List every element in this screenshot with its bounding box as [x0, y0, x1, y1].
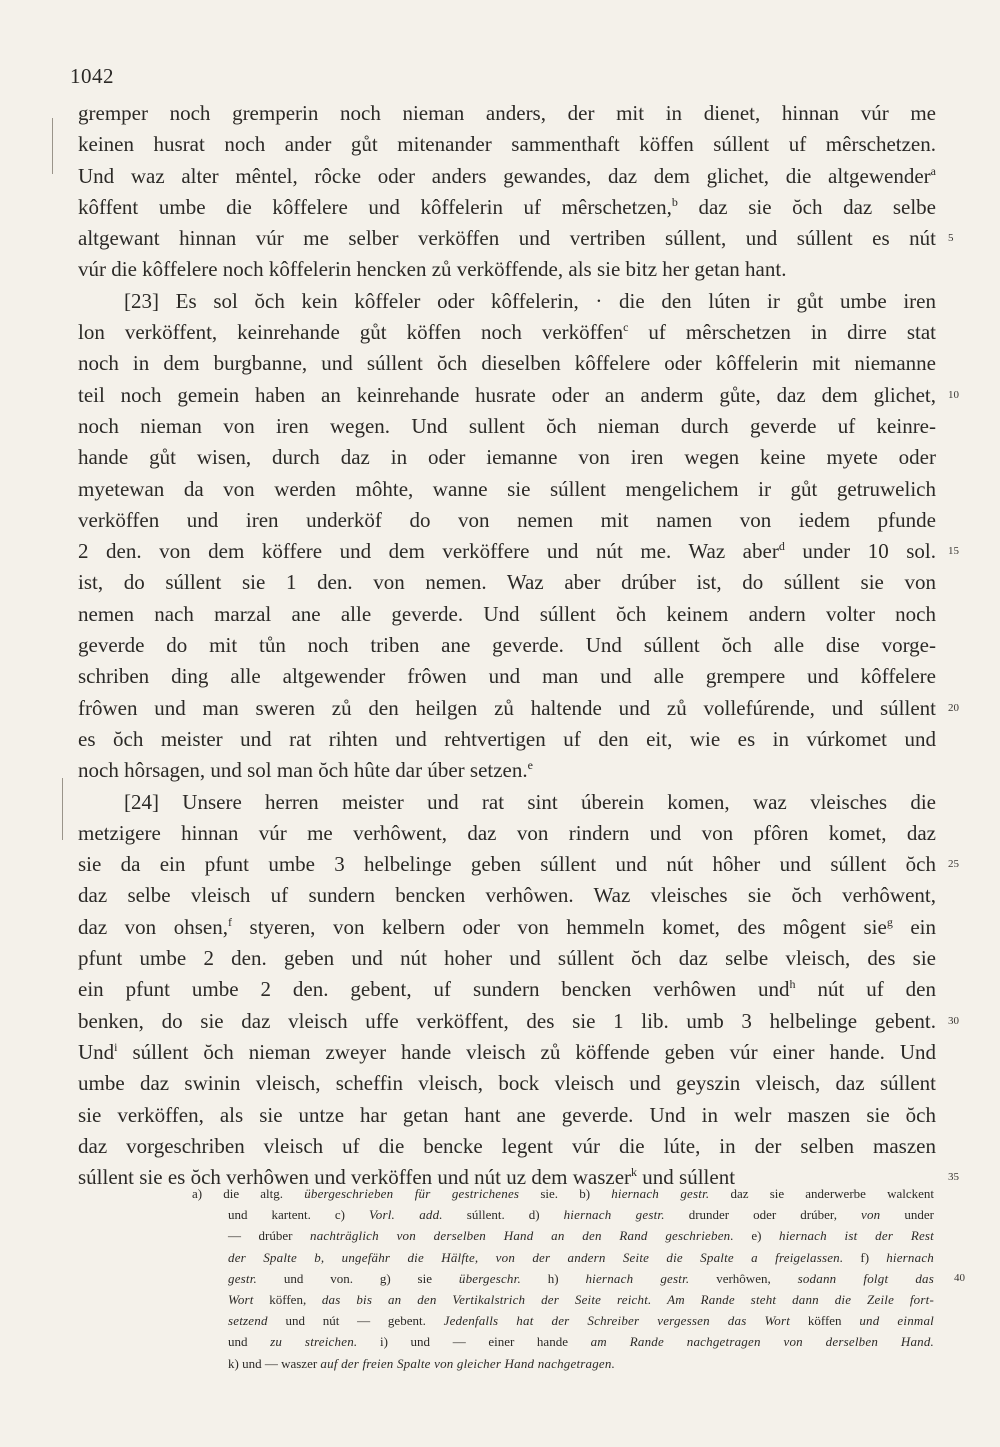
line-text: daz selbe vleisch uf sundern bencken verhôwen. Waz vleisches sie ŏch verhôwent,: [78, 883, 936, 908]
footnote-italic: der Spalte b, ungefähr die Hälfte, von der andern Seite die Spalte a freigelassen.: [228, 1249, 844, 1265]
line-number: 20: [948, 701, 959, 714]
footnote-ref: g: [886, 914, 893, 929]
line-text: ist, do súllent sie 1 den. von nemen. Waz aber drúber ist, do súllent sie von: [78, 570, 936, 595]
text-line: [78, 192, 936, 223]
footnote-ref: b: [671, 194, 678, 209]
text-line: [78, 1100, 936, 1131]
footnote-italic: hiernach gestr.: [611, 1186, 710, 1201]
text-line: [78, 348, 936, 379]
line-text: lon verköffent, keinrehande gůt köffen noch verköffen: [78, 320, 624, 345]
text-line: [78, 599, 936, 630]
footnote-text: verhôwen,: [689, 1270, 798, 1286]
line-text: daz sie ŏch daz selbe: [677, 194, 936, 219]
text-line: [78, 661, 936, 692]
footnote-italic: Vorl. add.: [369, 1207, 443, 1223]
text-line: [78, 787, 936, 818]
footnote-text: — drúber: [228, 1228, 310, 1244]
footnote-text: und von. g) sie: [257, 1270, 459, 1286]
text-line: [78, 567, 936, 598]
footnote-italic: setzend: [228, 1313, 268, 1329]
text-line: [78, 98, 936, 129]
text-line: [78, 880, 936, 911]
line-text: gremper noch gremperin noch nieman anders, der mit in dienet, hinnan vúr me: [78, 101, 936, 125]
footnote-ref: h: [789, 977, 796, 992]
line-text: benken, do sie daz vleisch uffe verköffent, des sie 1 lib. umb 3 helbelinge gebent.: [78, 1008, 936, 1033]
footnote-line: [228, 1289, 934, 1310]
line-text: noch nieman von iren wegen. Und sullent ŏch nieman durch geverde uf keinre-: [78, 413, 936, 438]
body-text: [78, 98, 959, 1193]
line-text: under 10 sol.: [784, 539, 936, 564]
text-line: [78, 505, 936, 536]
line-text: [23] Es sol ŏch kein kôffeler oder kôffelerin, · die den lúten ir gůt umbe iren: [124, 288, 936, 313]
line-text: umbe daz swinin vleisch, scheffin vleisch, bock vleisch und geyszin vleisch, daz súllent: [78, 1071, 936, 1096]
text-line: [78, 755, 936, 786]
footnote-text: under: [880, 1207, 935, 1223]
margin-mark: [52, 118, 53, 174]
line-text: Und: [78, 1039, 115, 1064]
text-line: [78, 161, 936, 192]
footnote-italic: das bis an den Vertikalstrich der Seite reicht. Am Rande steht dann die Zeile fort-: [321, 1291, 934, 1307]
footnote-ref: i: [114, 1039, 118, 1054]
footnote-italic: nachträglich von derselben Hand an den Rand geschrieben.: [310, 1228, 734, 1244]
text-line: [78, 630, 936, 661]
line-text: es ŏch meister und rat rihten und rehtvertigen uf den eit, wie es in vúrkomet und: [78, 726, 936, 751]
line-text: [24] Unsere herren meister und rat sint úberein komen, waz vleisches die: [124, 789, 936, 814]
line-text: pfunt umbe 2 den. geben und nút hoher und súllent ŏch daz selbe vleisch, des sie: [78, 946, 936, 971]
footnote-ref: a: [930, 163, 936, 178]
footnote-line: [228, 1310, 934, 1331]
line-text: sie da ein pfunt umbe 3 helbelinge geben súllent und nút hôher und súllent ŏch: [78, 852, 936, 877]
line-text: Und waz alter mêntel, rôcke oder anders gewandes, daz dem glichet, die altgewender: [78, 163, 931, 188]
text-line: [78, 818, 936, 849]
footnote-ref: d: [778, 539, 785, 554]
footnote-italic: hiernach gestr.: [563, 1207, 665, 1223]
footnote-text: köffen: [790, 1313, 860, 1329]
footnote-text: f): [843, 1249, 887, 1265]
text-line: [78, 536, 959, 567]
footnote-italic: am Rande nachgetragen von derselben Hand.: [590, 1334, 934, 1350]
footnote-italic: übergeschr.: [458, 1270, 521, 1286]
line-text: und súllent: [637, 1165, 736, 1190]
footnote-line: [228, 1247, 934, 1268]
footnote-line: [228, 1331, 934, 1352]
footnote-text: sie. b): [519, 1186, 612, 1201]
footnote-italic: Wort: [228, 1291, 254, 1307]
line-text: nemen nach marzal ane alle geverde. Und súllent ŏch keinem andern volter noch: [78, 601, 936, 626]
line-text: vúr die kôffelere noch kôffelerin hencken zů verköffende, als sie bitz her getan hant.: [78, 257, 787, 282]
line-text: nút uf den: [795, 977, 936, 1002]
line-text: 2 den. von dem köffere und dem verköffere und nút me. Waz aber: [78, 539, 779, 564]
footnote-text: drunder oder drúber,: [664, 1207, 861, 1223]
footnote-text: a) die altg.: [192, 1186, 305, 1201]
footnote-ref: f: [227, 914, 232, 929]
text-line: [78, 912, 936, 943]
footnote-italic: auf der freien Spalte von gleicher Hand nachgetragen.: [320, 1355, 616, 1371]
footnote-italic: hiernach: [886, 1249, 934, 1265]
line-number: 15: [948, 545, 959, 558]
footnote-text: und nút — gebent.: [267, 1313, 444, 1329]
footnote-text: köffen,: [253, 1291, 322, 1307]
footnote-italic: hiernach ist der Rest: [779, 1228, 934, 1244]
page-number: 1042: [70, 64, 114, 88]
text-line: [78, 693, 959, 724]
line-text: sie verköffen, als sie untze har getan hant ane geverde. Und in welr maszen sie ŏch: [78, 1102, 936, 1127]
text-line: [78, 129, 936, 160]
line-text: ein pfunt umbe 2 den. gebent, uf sundern bencken verhôwen und: [78, 977, 790, 1002]
footnote-text: e): [733, 1228, 779, 1244]
text-line: [78, 974, 936, 1005]
line-text: styeren, von kelbern oder von hemmeln komet, des môgent sie: [231, 914, 887, 939]
footnote-italic: von: [861, 1207, 881, 1223]
line-text: súllent ŏch nieman zweyer hande vleisch zů köffende geben vúr einer hande. Und: [117, 1039, 936, 1064]
line-number: 30: [948, 1014, 959, 1027]
line-text: metzigere hinnan vúr me verhôwent, daz von rindern und von pfôren komet, daz: [78, 820, 936, 845]
footnote-line: [228, 1204, 934, 1225]
line-text: keinen husrat noch ander gůt mitenander sammenthaft köffen súllent uf mêrschetzen.: [78, 132, 936, 157]
text-line: [78, 474, 936, 505]
footnote-text: h): [520, 1270, 586, 1286]
footnote-italic: hiernach gestr.: [585, 1270, 690, 1286]
line-text: teil noch gemein haben an keinrehande husrate oder an anderm gůte, daz dem glichet,: [78, 382, 936, 407]
text-line: [78, 1068, 936, 1099]
footnote-line: [228, 1225, 934, 1246]
footnote-line: [228, 1268, 965, 1289]
text-line: [78, 380, 959, 411]
footnote-ref: e: [527, 758, 533, 773]
text-line: [78, 317, 936, 348]
footnote-italic: Jedenfalls hat der Schreiber vergessen das Wort: [443, 1313, 791, 1329]
footnote-text: und: [228, 1334, 271, 1350]
footnote-text: und kartent. c): [228, 1207, 370, 1223]
text-line: [78, 223, 954, 254]
text-line: [78, 1131, 936, 1162]
footnote-ref: c: [623, 320, 629, 335]
text-line: [78, 411, 936, 442]
line-number: 40: [954, 1271, 965, 1284]
line-text: myetewan da von werden môhte, wanne sie súllent mengelichem ir gůt getruwelich: [78, 476, 936, 501]
text-line: [78, 849, 959, 880]
text-line: [78, 943, 936, 974]
line-text: ein: [892, 914, 937, 939]
footnote-italic: übergeschrieben für gestrichenes: [304, 1186, 520, 1201]
footnote-italic: sodann folgt das: [797, 1270, 934, 1286]
text-line: [78, 286, 936, 317]
line-text: noch in dem burgbanne, und súllent ŏch dieselben kôffelere oder kôffelerin mit niemanne: [78, 351, 936, 376]
text-line: [78, 1037, 936, 1068]
line-text: daz vorgeschriben vleisch uf die bencke legent vúr die lúte, in der selben maszen: [78, 1133, 936, 1158]
line-number: 35: [948, 1171, 959, 1184]
footnote-line: [192, 1183, 934, 1204]
line-text: noch hôrsagen, und sol man ŏch hûte dar úber setzen.: [78, 758, 528, 783]
line-number: 5: [948, 232, 954, 245]
text-line: [78, 724, 936, 755]
line-text: schriben ding alle altgewender frôwen und man und alle grempere und kôffelere: [78, 664, 936, 689]
footnote-ref: k: [631, 1165, 638, 1180]
footnote-text: i) und — einer hande: [357, 1334, 591, 1350]
line-text: hande gůt wisen, durch daz in oder iemanne von iren wegen keine myete oder: [78, 445, 936, 470]
line-text: geverde do mit tůn noch triben ane geverde. Und súllent ŏch alle dise vorge-: [78, 633, 936, 658]
line-text: súllent sie es ŏch verhôwen und verköffen und nút uz dem waszer: [78, 1165, 632, 1190]
line-text: altgewant hinnan vúr me selber verköffen und vertriben súllent, und súllent es nút: [78, 226, 936, 251]
text-line: [78, 442, 936, 473]
footnote-text: súllent. d): [442, 1207, 564, 1223]
line-text: frôwen und man sweren zů den heilgen zů haltende und zů vollefúrende, und súllent: [78, 695, 936, 720]
text-line: [78, 1006, 959, 1037]
footnote-italic: gestr.: [228, 1270, 258, 1286]
margin-mark: [62, 778, 63, 840]
footnotes: [192, 1183, 965, 1374]
footnote-line: [228, 1353, 934, 1374]
line-text: daz von ohsen,: [78, 914, 228, 939]
line-text: kôffent umbe die kôffelere und kôffelerin uf mêrschetzen,: [78, 194, 672, 219]
line-text: verköffen und iren underköf do von nemen mit namen von iedem pfunde: [78, 507, 936, 532]
text-line: [78, 254, 936, 285]
footnote-text: k) und — waszer: [228, 1355, 321, 1371]
line-text: uf mêrschetzen in dirre stat: [628, 320, 936, 345]
footnote-text: daz sie anderwerbe walckent: [709, 1186, 934, 1201]
line-number: 10: [948, 388, 959, 401]
footnote-italic: zu streichen.: [270, 1334, 358, 1350]
footnote-italic: und einmal: [859, 1313, 934, 1329]
line-number: 25: [948, 858, 959, 871]
